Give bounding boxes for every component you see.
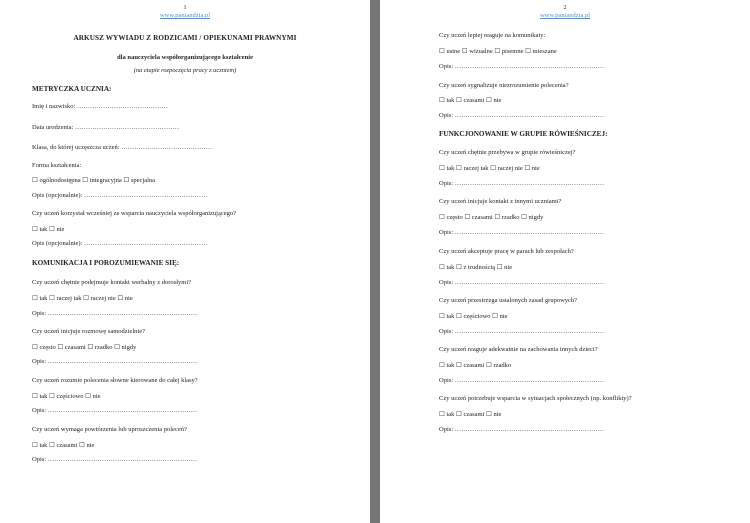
question-social-support-description: Opis: …………………………………………………………… bbox=[439, 426, 605, 433]
question-pair-work-options: ☐ tak ☐ z trudnością ☐ nie bbox=[439, 264, 513, 271]
question-support-options: ☐ tak ☐ nie bbox=[32, 226, 65, 233]
question-reacts-to-peers: Czy uczeń reaguje adekwatnie na zachowania innych dzieci? bbox=[439, 346, 598, 353]
question-signals-misunderstanding-description: Opis: …………………………………………………………… bbox=[439, 112, 605, 119]
question-initiates-contact-options: ☐ często ☐ czasami ☐ rzadko ☐ nigdy bbox=[439, 214, 544, 221]
site-link[interactable]: www.paniandzia.pl bbox=[539, 12, 591, 19]
question-initiates-conversation-options: ☐ często ☐ czasami ☐ rzadko ☐ nigdy bbox=[32, 344, 137, 351]
field-birth-date: Data urodzenia: ………………………………………… bbox=[32, 124, 179, 131]
question-social-support: Czy uczeń potrzebuje wsparcia w sytuacjach społecznych (np. konflikty)? bbox=[439, 395, 632, 402]
question-support: Czy uczeń korzystał wcześniej ze wsparcia nauczyciela współorganizującego? bbox=[32, 210, 236, 217]
question-reacts-to-peers-description: Opis: …………………………………………………………… bbox=[439, 377, 605, 384]
question-understands-commands: Czy uczeń rozumie polecenia słowne kierowane do całej klasy? bbox=[32, 377, 198, 384]
site-link[interactable]: www.paniandzia.pl bbox=[159, 12, 211, 19]
question-social-support-options: ☐ tak ☐ czasami ☐ nie bbox=[439, 411, 502, 418]
question-verbal-contact-options: ☐ tak ☐ raczej tak ☐ raczej nie ☐ nie bbox=[32, 295, 133, 302]
question-message-type-description: Opis: …………………………………………………………… bbox=[439, 63, 605, 70]
field-class: Klasa, do której uczęszcza uczeń: …………………………………… bbox=[32, 144, 213, 151]
question-initiates-conversation: Czy uczeń inicjuje rozmowę samodzielnie? bbox=[32, 328, 145, 335]
question-verbal-contact: Czy uczeń chętnie podejmuje kontakt werbalny z dorosłymi? bbox=[32, 279, 192, 286]
page-number: 1 bbox=[183, 4, 187, 11]
field-form-options: ☐ ogólnodostępna ☐ integracyjna ☐ specjalna bbox=[32, 177, 156, 184]
question-pair-work: Czy uczeń akceptuje pracę w parach lub zespołach? bbox=[439, 248, 574, 255]
question-pair-work-description: Opis: …………………………………………………………… bbox=[439, 279, 605, 286]
question-reacts-to-peers-options: ☐ tak ☐ czasami ☐ rzadko bbox=[439, 362, 512, 369]
question-initiates-contact: Czy uczeń inicjuje kontakt z innymi uczniami? bbox=[439, 198, 562, 205]
question-signals-misunderstanding: Czy uczeń sygnalizuje niezrozumienie polecenia? bbox=[439, 82, 569, 89]
question-message-type-options: ☐ ustne ☐ wizualne ☐ pisemne ☐ mieszane bbox=[439, 48, 557, 55]
document-subtitle: dla nauczyciela współorganizującego kształcenie bbox=[116, 54, 254, 61]
question-peer-group-description: Opis: …………………………………………………………… bbox=[439, 180, 605, 187]
question-group-rules: Czy uczeń przestrzega ustalonych zasad grupowych? bbox=[439, 297, 578, 304]
page-gutter bbox=[370, 0, 380, 523]
question-peer-group: Czy uczeń chętnie przebywa w grupie rówieśniczej? bbox=[439, 149, 576, 156]
document-subtitle-note: (na etapie rozpoczęcia pracy z uczniem) bbox=[133, 67, 237, 74]
question-verbal-contact-description: Opis: …………………………………………………………… bbox=[32, 310, 198, 317]
question-repeat-commands-options: ☐ tak ☐ czasami ☐ nie bbox=[32, 442, 95, 449]
field-form-description: Opis (opcjonalnie): ………………………………………………… bbox=[32, 192, 208, 199]
question-repeat-commands: Czy uczeń wymaga powtórzenia lub uproszczenia poleceń? bbox=[32, 426, 187, 433]
document-page-1 bbox=[0, 0, 370, 523]
field-form-label: Forma kształcenia: bbox=[32, 162, 82, 169]
question-group-rules-options: ☐ tak ☐ częściowo ☐ nie bbox=[439, 313, 508, 320]
question-understands-commands-description: Opis: …………………………………………………………… bbox=[32, 407, 198, 414]
question-group-rules-description: Opis: …………………………………………………………… bbox=[439, 328, 605, 335]
question-initiates-conversation-description: Opis: …………………………………………………………… bbox=[32, 358, 198, 365]
question-signals-misunderstanding-options: ☐ tak ☐ czasami ☐ nie bbox=[439, 97, 502, 104]
page-number: 2 bbox=[563, 4, 567, 11]
question-understands-commands-options: ☐ tak ☐ częściowo ☐ nie bbox=[32, 393, 101, 400]
question-message-type: Czy uczeń lepiej reaguje na komunikaty: bbox=[439, 32, 546, 39]
section-heading-metryczka: METRYCZKA UCZNIA: bbox=[32, 85, 112, 93]
document-page-2 bbox=[380, 0, 750, 523]
field-name: Imię i nazwisko: …………………………………… bbox=[32, 103, 168, 110]
section-heading-grupa: FUNKCJONOWANIE W GRUPIE RÓWIEŚNICZEJ: bbox=[439, 130, 608, 138]
document-title: ARKUSZ WYWIADU Z RODZICAMI / OPIEKUNAMI PRAWNYMI bbox=[73, 34, 297, 42]
question-peer-group-options: ☐ tak ☐ raczej tak ☐ raczej nie ☐ nie bbox=[439, 165, 540, 172]
question-support-description: Opis (opcjonalnie): ………………………………………………… bbox=[32, 240, 208, 247]
question-repeat-commands-description: Opis: …………………………………………………………… bbox=[32, 456, 198, 463]
question-initiates-contact-description: Opis: …………………………………………………………… bbox=[439, 229, 605, 236]
section-heading-komunikacja: KOMUNIKACJA I POROZUMIEWANIE SIĘ: bbox=[32, 259, 180, 267]
